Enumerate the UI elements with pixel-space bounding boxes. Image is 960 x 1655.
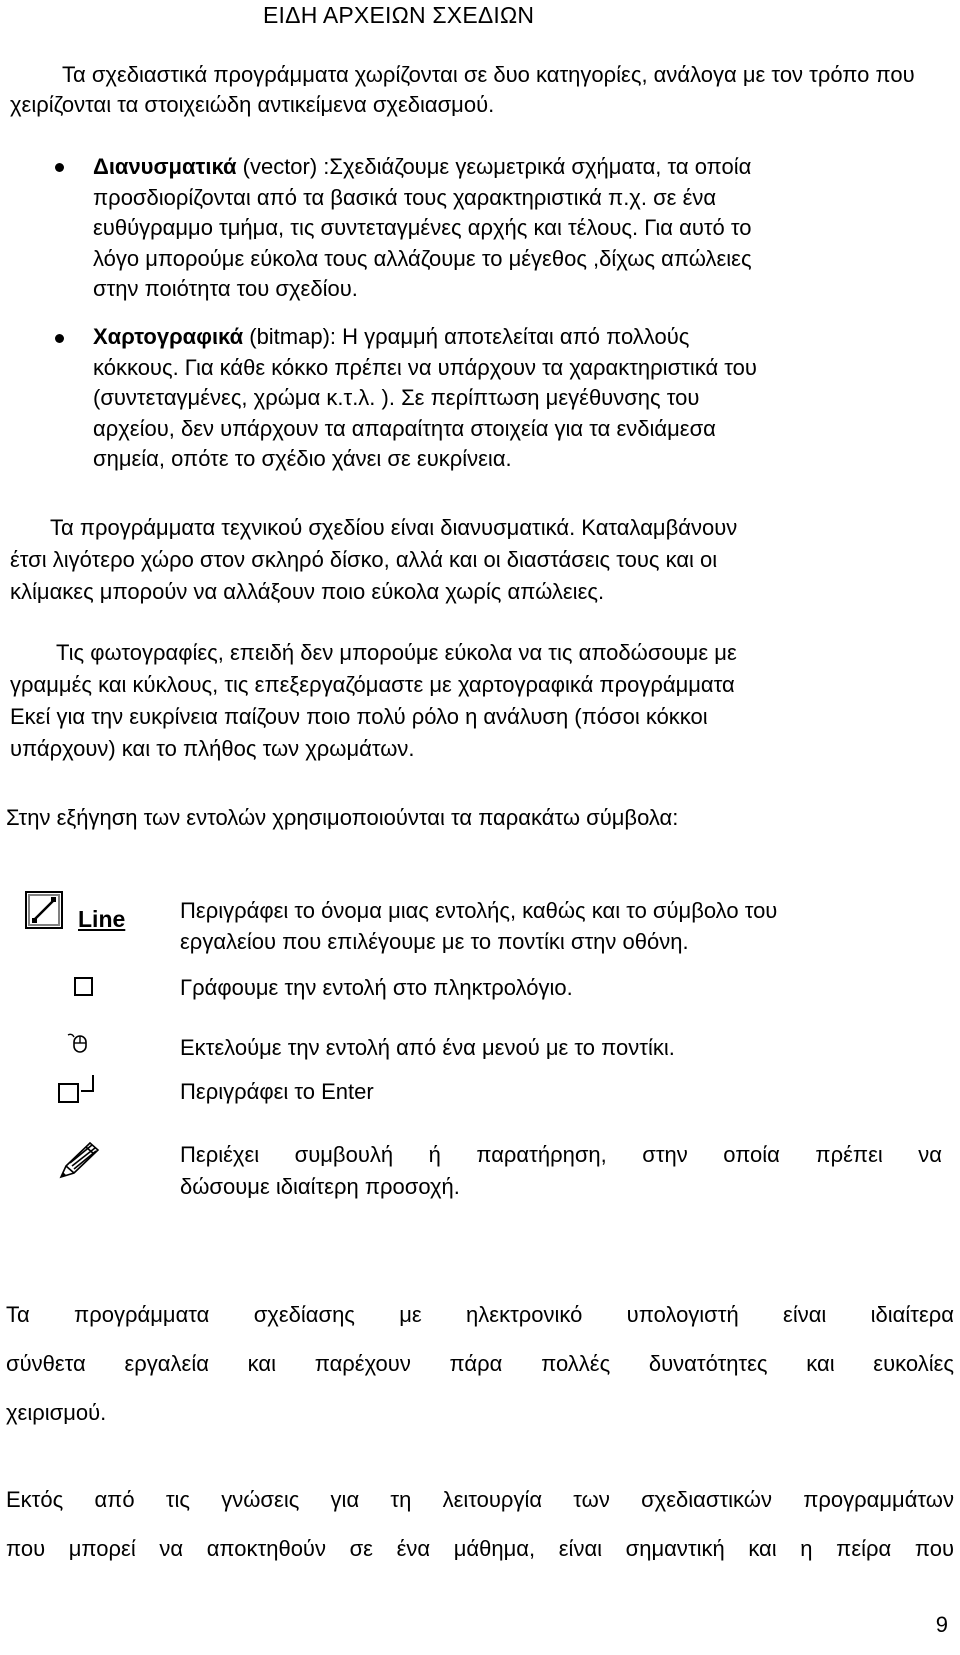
- paragraph-photos: [10, 637, 955, 765]
- bullet-term: Διανυσματικά: [93, 154, 237, 179]
- bullet-line: (συντεταγμένες, χρώμα κ.τ.λ. ). Σε περίπτωση μεγέθυνσης του: [93, 385, 700, 410]
- bullet-line: (vector) :Σχεδιάζουμε γεωμετρικά σχήματα, τα οποία: [236, 154, 752, 179]
- paragraph-experience: [6, 1475, 954, 1573]
- bullet-bitmap: [93, 322, 953, 475]
- text-line: Εκεί για την ευκρίνεια παίζουν ποιο πολύ ρόλο η ανάλυση (πόσοι κόκκοι: [10, 704, 708, 729]
- enter-description: Περιγράφει το Enter: [180, 1079, 374, 1104]
- bullet-vector: [93, 152, 953, 305]
- text-line: Περιγράφει το όνομα μιας εντολής, καθώς και το σύμβολο του: [180, 898, 778, 923]
- intro-paragraph: [10, 60, 955, 120]
- intro-text: Τα σχεδιαστικά προγράμματα χωρίζονται σε δυο κατηγορίες, ανάλογα με τον τρόπο που χειρίζονται τα στοιχειώδη αντικείμενα σχεδιασμού.: [10, 62, 915, 117]
- bullet-line: κόκκους. Για κάθε κόκκο πρέπει να υπάρχουν τα χαρακτηριστικά του: [93, 354, 757, 380]
- text-line: Τις φωτογραφίες, επειδή δεν μπορούμε εύκολα να τις αποδώσουμε με: [56, 640, 737, 665]
- bullet-term: Χαρτογραφικά: [93, 324, 244, 349]
- paragraph-cad-tools: [6, 1290, 954, 1437]
- bullet-dot-1: [55, 163, 64, 172]
- bullet-line: αρχείου, δεν υπάρχουν τα απαραίτητα στοιχεία για τα ενδιάμεσα: [93, 415, 716, 441]
- bullet-line: προσδιορίζονται από τα βασικά τους χαρακτηριστικά π.χ. σε ένα: [93, 184, 717, 210]
- mouse-icon: [66, 1032, 90, 1054]
- symbols-intro: Στην εξήγηση των εντολών χρησιμοποιούνται τα παρακάτω σύμβολα:: [6, 805, 679, 830]
- line-tool-icon: [25, 891, 63, 929]
- enter-key-icon: [57, 1074, 99, 1104]
- paragraph-vector-programs: [10, 512, 955, 608]
- bullet-line: στην ποιότητα του σχεδίου.: [93, 276, 358, 301]
- text-line: που μπορεί να αποκτηθούν σε ένα μάθημα, είναι σημαντική και η πείρα που: [6, 1536, 954, 1561]
- text-line: χειρισμού.: [6, 1400, 107, 1425]
- mouse-description: Εκτελούμε την εντολή από ένα μενού με το ποντίκι.: [180, 1035, 675, 1060]
- keyboard-description: Γράφουμε την εντολή στο πληκτρολόγιο.: [180, 975, 573, 1000]
- text-line: Εκτός από τις γνώσεις για τη λειτουργία των σχεδιαστικών προγραμμάτων: [6, 1487, 954, 1512]
- bullet-line: λόγο μπορούμε εύκολα τους αλλάζουμε το μέγεθος ,δίχως απώλειες: [93, 245, 752, 271]
- bullet-dot-2: [55, 334, 64, 343]
- text-line: Τα προγράμματα σχεδίασης με ηλεκτρονικό υπολογιστή είναι ιδιαίτερα: [6, 1302, 954, 1327]
- bullet-line: σημεία, οπότε το σχέδιο χάνει σε ευκρίνεια.: [93, 446, 512, 471]
- text-line: εργαλείου που επιλέγουμε με το ποντίκι στην οθόνη.: [180, 929, 689, 954]
- pencil-note-icon: [58, 1140, 102, 1180]
- keyboard-square-icon: [74, 977, 93, 996]
- text-line: υπάρχουν) και το πλήθος των χρωμάτων.: [10, 736, 415, 761]
- page-number: 9: [935, 1612, 948, 1637]
- text-line: έτσι λιγότερο χώρο στον σκληρό δίσκο, αλλά και οι διαστάσεις τους και οι: [10, 547, 718, 572]
- line-description: [180, 895, 960, 957]
- text-line: δώσουμε ιδιαίτερη προσοχή.: [180, 1174, 460, 1199]
- text-line: Τα προγράμματα τεχνικού σχεδίου είναι διανυσματικά. Καταλαμβάνουν: [50, 515, 738, 540]
- note-description-cont: [180, 1171, 960, 1202]
- text-line: Περιέχει συμβουλή ή παρατήρηση, στην οποία πρέπει να: [180, 1142, 942, 1167]
- page-title: ΕΙΔΗ ΑΡΧΕΙΩΝ ΣΧΕΔΙΩΝ: [263, 2, 535, 28]
- note-description: [180, 1139, 942, 1170]
- line-label: Line: [78, 906, 126, 932]
- text-line: σύνθετα εργαλεία και παρέχουν πάρα πολλές δυνατότητες και ευκολίες: [6, 1351, 954, 1376]
- text-line: γραμμές και κύκλους, τις επεξεργαζόμαστε με χαρτογραφικά προγράμματα: [10, 672, 735, 697]
- bullet-line: ευθύγραμμο τμήμα, τις συντεταγμένες αρχής και τέλους. Για αυτό το: [93, 215, 752, 240]
- bullet-line: (bitmap): Η γραμμή αποτελείται από πολλούς: [243, 324, 690, 349]
- text-line: κλίμακες μπορούν να αλλάξουν ποιο εύκολα χωρίς απώλειες.: [10, 579, 605, 604]
